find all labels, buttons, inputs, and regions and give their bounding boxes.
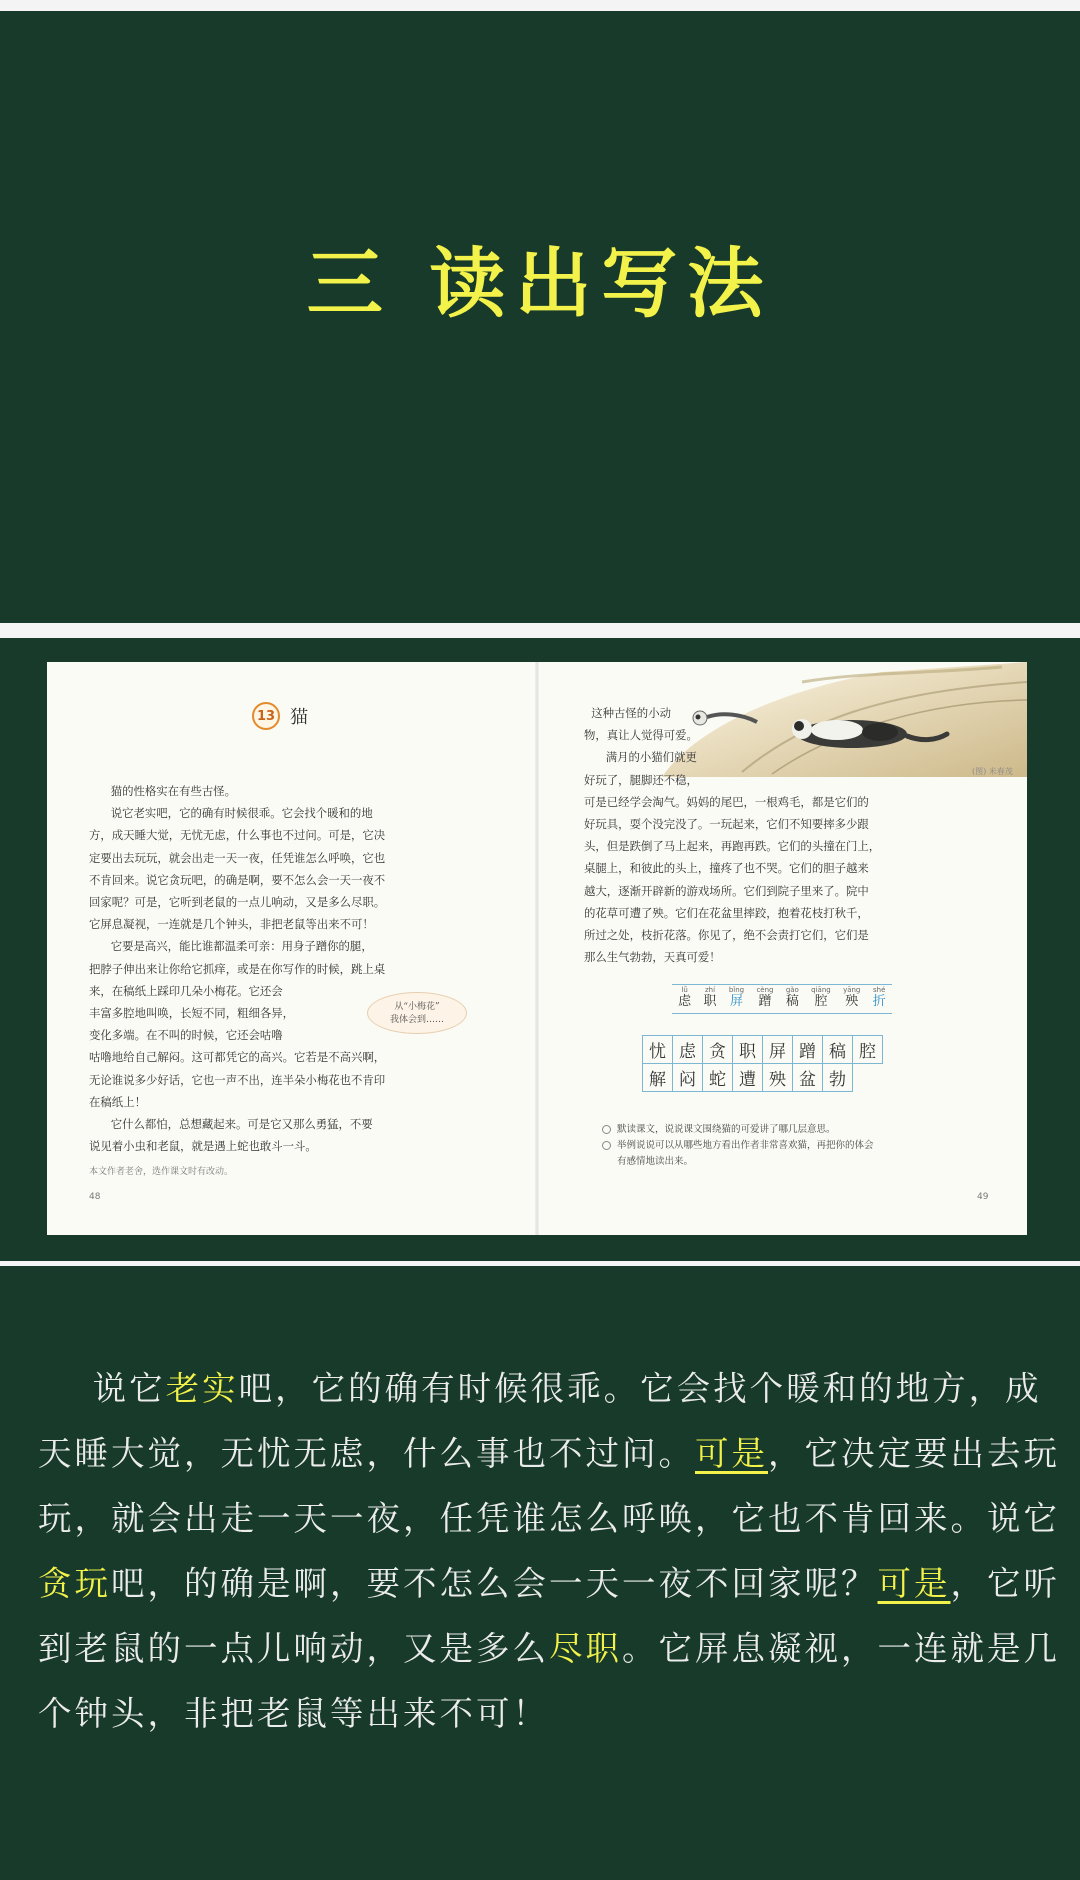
new-character (873, 986, 886, 1010)
character-pinyin: qiāng (811, 986, 831, 994)
passage-segment: 吧，它的确有时候很乖。它会找个暖和的地方，成 天睡大觉，无忧无虑，什么事也不过问。 (38, 1369, 1042, 1473)
character-hanzi: 虑 (678, 994, 692, 1009)
character-pinyin: yāng (843, 986, 861, 994)
new-character (704, 986, 717, 1010)
grid-character: 屏 (763, 1036, 793, 1064)
annotation-bubble: 从“小梅花” 我体会到…… (367, 992, 467, 1034)
grid-blank (853, 1064, 883, 1092)
character-pinyin: bǐng (728, 986, 745, 994)
illustration-caption: (图) 米春茂 (972, 767, 1013, 776)
passage-segment: ，它听 到老鼠的一点儿响动，又是多么 (38, 1564, 1060, 1668)
page-number-left: 48 (89, 1192, 101, 1202)
source-note: 本文作者老舍，选作课文时有改动。 (89, 1167, 234, 1177)
question-text: 举例说说可以从哪些地方看出作者非常喜欢猫，再把你的体会 有感情地读出来。 (617, 1140, 874, 1167)
character-hanzi: 蹭 (758, 994, 772, 1009)
grid-character: 蛇 (703, 1064, 733, 1092)
character-pinyin: lǜ (681, 986, 688, 994)
exercise-questions (602, 1122, 1012, 1170)
highlighted-keyword: 贪玩 (38, 1564, 111, 1603)
passage-segment: 说它 (38, 1369, 166, 1408)
grid-character: 稿 (823, 1036, 853, 1064)
question-item (602, 1122, 1012, 1138)
underlined-keyword: 可是 (695, 1434, 768, 1473)
character-hanzi: 腔 (814, 994, 828, 1009)
grid-character: 殃 (763, 1064, 793, 1092)
character-pinyin: shé (873, 986, 886, 994)
new-characters-row (672, 984, 892, 1014)
question-text: 默读课文，说说课文围绕猫的可爱讲了哪几层意思。 (617, 1124, 836, 1135)
right-page (47, 662, 1027, 1235)
character-pinyin: zhí (704, 986, 716, 994)
grid-character: 勃 (823, 1064, 853, 1092)
textbook-slide (0, 638, 1080, 1261)
slide-title: 三 读出写法 (306, 239, 774, 328)
character-hanzi: 职 (703, 994, 717, 1009)
new-character (811, 986, 831, 1010)
passage-segment: 吧，的确是啊，要不怎么会一天一夜不回家呢？ (111, 1564, 878, 1603)
grid-character: 腔 (853, 1036, 883, 1064)
question-item (602, 1138, 1012, 1170)
page-number-right: 49 (977, 1192, 989, 1202)
right-page-text: 这种古怪的小动 物，真让人觉得可爱。 满月的小猫们就更 好玩了，腿脚还不稳， 可是已经学会淘气。妈妈的尾巴，一根鸡毛，都是它们的 好玩具，耍个没完没了。一玩起来，它们不知要摔多少跟 头，但是跌倒了马上起来，再跑再跌。它们的头撞在门上， 桌腿上，和彼此的头上，撞疼了也不哭。它们的胆子越来 越大，逐渐开辟新的游戏场所。它们到院子里来了。院中 的花草可遭了殃。它们在花盆里摔跤，抱着花枝打秋千， 所过之处，枝折花落。你见了，绝不会责打它们，它们是 那么生气勃勃，天真可爱！ (584, 706, 881, 965)
passage-segment: 。它屏息凝视，一连就是几 个钟头，非把老鼠等出来不可！ (38, 1629, 1060, 1733)
character-hanzi: 屏 (729, 994, 743, 1009)
grid-character: 蹭 (793, 1036, 823, 1064)
character-pinyin: gǎo (785, 986, 799, 994)
title-slide (0, 11, 1080, 623)
passage-segment: ，它决定要出去玩 玩，就会出走一天一夜，任凭谁怎么呼唤，它也不肯回来。说它 (38, 1434, 1060, 1538)
grid-character: 遭 (733, 1064, 763, 1092)
new-character (756, 986, 773, 1010)
writing-characters-grid (642, 1035, 883, 1092)
grid-character: 职 (733, 1036, 763, 1064)
grid-character: 闷 (673, 1064, 703, 1092)
grid-character: 贪 (703, 1036, 733, 1064)
character-hanzi: 殃 (845, 994, 859, 1009)
new-character (843, 986, 860, 1010)
left-page-text: 猫的性格实在有些古怪。 说它老实吧，它的确有时候很乖。它会找个暖和的地 方，成天睡大觉，无忧无虑，什么事也不过问。可是，它决 定要出去玩玩，就会出走一天一夜，任凭谁怎么呼唤，它也 不肯回来。说它贪玩吧，的确是啊，要不怎么会一天一夜不 回家呢？可是，它听到老鼠的一点儿响动，又是多么尽职。 它屏息凝视，一连就是几个钟头，非把老鼠等出来不可！ 它要是高兴，能比谁都温柔可亲：用身子蹭你的腿， 把脖子伸出来让你给它抓痒，或是在你写作的时候，跳上桌 来，在稿纸上踩印几朵小梅花。它还会 丰富多腔地叫唤，长短不同，粗细各异， 变化多端。在不叫的时候，它还会咕噜 咕噜地给自己解闷。这可都凭它的高兴。它若是不高兴啊， 无论谁说多少好话，它也一声不出，连半朵小梅花也不肯印 在稿纸上！ 它什么都怕，总想藏起来。可是它又那么勇猛，不要 说见着小虫和老鼠，就是遇上蛇也敢斗一斗。 (89, 784, 386, 1154)
grid-character: 盆 (793, 1064, 823, 1092)
grid-character: 虑 (673, 1036, 703, 1064)
bullet-circle-icon (602, 1125, 611, 1134)
lesson-number-badge: 13 (252, 702, 280, 730)
new-character (786, 986, 799, 1010)
character-pinyin: cèng (756, 986, 774, 994)
passage-text (38, 1356, 1060, 1746)
highlighted-keyword: 老实 (165, 1369, 239, 1408)
bullet-circle-icon (602, 1141, 611, 1150)
underlined-keyword: 可是 (877, 1564, 951, 1603)
grid-character: 解 (643, 1064, 673, 1092)
lesson-title: 猫 (290, 707, 308, 728)
character-hanzi: 稿 (785, 994, 799, 1009)
new-character (729, 986, 744, 1010)
highlighted-keyword: 尽职 (549, 1629, 622, 1668)
textbook-spread (47, 662, 1027, 1235)
character-hanzi: 折 (872, 994, 886, 1009)
new-character (678, 986, 691, 1010)
grid-character: 忧 (643, 1036, 673, 1064)
